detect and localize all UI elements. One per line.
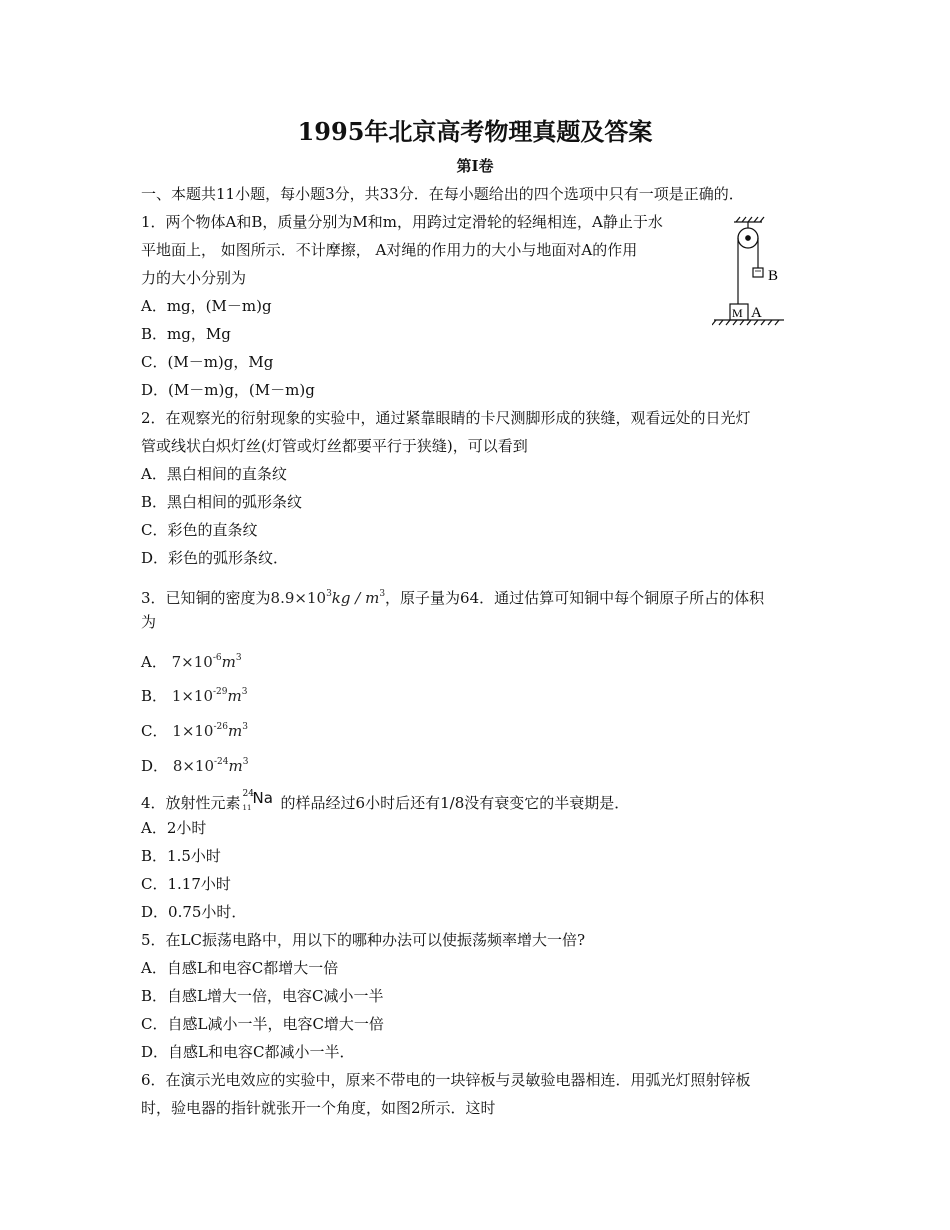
section-intro: 一、本题共11小题，每小题3分，共33分．在每小题给出的四个选项中只有一项是正确的． <box>141 185 744 203</box>
q6-stem-line1: 6．在演示光电效应的实验中，原来不带电的一块锌板与灵敏验电器相连．用弧光灯照射锌板 <box>141 1071 751 1089</box>
q1-option-a: A．mg，(M－m)g <box>141 297 272 315</box>
q5-option-d: D．自感L和电容C都减小一半． <box>141 1043 355 1061</box>
q3-option-b: B． $1\times 10^{-29}m^3$ <box>141 687 248 705</box>
ceiling-support <box>734 217 764 228</box>
q2-option-d: D．彩色的弧形条纹． <box>141 549 289 567</box>
q3-option-a: A． $7\times 10^{-6}m^3$ <box>141 653 242 671</box>
q2-option-c: C．彩色的直条纹 <box>141 521 258 539</box>
pulley-wheel <box>738 228 758 248</box>
q2-option-b: B．黑白相间的弧形条纹 <box>141 493 303 511</box>
label-b: B <box>768 268 779 284</box>
pulley-figure <box>712 216 792 328</box>
q1-option-d: D．(M－m)g，(M－m)g <box>141 381 315 399</box>
q5-stem: 5．在LC振荡电路中，用以下的哪种办法可以使振荡频率增大一倍? <box>141 931 586 949</box>
q3-stem-line1 <box>141 584 764 608</box>
q3-option-d: D． $8\times 10^{-24}m^3$ <box>141 757 249 775</box>
sodium-nuclide: 24 11 Na <box>242 789 273 812</box>
q3-option-c: C． $1\times 10^{-26}m^3$ <box>141 722 248 740</box>
q2-option-a: A．黑白相间的直条纹 <box>141 465 287 483</box>
q6-stem-line2: 时，验电器的指针就张开一个角度，如图2所示．这时 <box>141 1099 496 1117</box>
section-subtitle: 第Ⅰ卷 <box>456 157 494 175</box>
q1-option-b: B．mg，Mg <box>141 325 231 343</box>
q2-stem-line2: 管或线状白炽灯丝(灯管或灯丝都要平行于狭缝)，可以看到 <box>141 437 528 455</box>
q4-option-c: C．1.17小时 <box>141 875 231 893</box>
q3-stem-line2: 为 <box>141 613 157 631</box>
q5-option-b: B．自感L增大一倍，电容C减小一半 <box>141 987 384 1005</box>
q1-stem-line2: 平地面上， 如图所示．不计摩擦， A对绳的作用力的大小与地面对A的作用 <box>141 241 638 259</box>
density-formula: $8.9\times 10^3kg / m^3$ <box>270 589 386 607</box>
page-title: 1995年北京高考物理真题及答案 <box>297 117 653 146</box>
q1-stem-line3: 力的大小分别为 <box>141 269 247 287</box>
q5-option-a: A．自感L和电容C都增大一倍 <box>141 959 339 977</box>
label-a: A <box>751 305 762 321</box>
ground <box>712 320 784 325</box>
q3-stem-post: ，原子量为64．通过估算可知铜中每个铜原子所占的体积 <box>385 589 765 607</box>
label-m: M <box>732 306 743 320</box>
q1-option-c: C．(M－m)g，Mg <box>141 353 274 371</box>
q1-stem-line1: 1．两个物体A和B，质量分别为M和m，用跨过定滑轮的轻绳相连，A静止于水 <box>141 213 663 231</box>
q5-option-c: C．自感L减小一半，电容C增大一倍 <box>141 1015 384 1033</box>
block-b <box>753 268 763 277</box>
q2-stem-line1: 2．在观察光的衍射现象的实验中，通过紧靠眼睛的卡尺测脚形成的狭缝，观看远处的日光灯 <box>141 409 751 427</box>
q4-option-a: A．2小时 <box>141 819 207 837</box>
q4-option-b: B．1.5小时 <box>141 847 221 865</box>
q3-stem-pre: 3．已知铜的密度为 <box>141 589 271 607</box>
q4-stem: 4．放射性元素 24 11 Na 的样品经过6小时后还有1/8没有衰变它的半衰期是． <box>141 789 630 812</box>
q4-option-d: D．0.75小时． <box>141 903 247 921</box>
